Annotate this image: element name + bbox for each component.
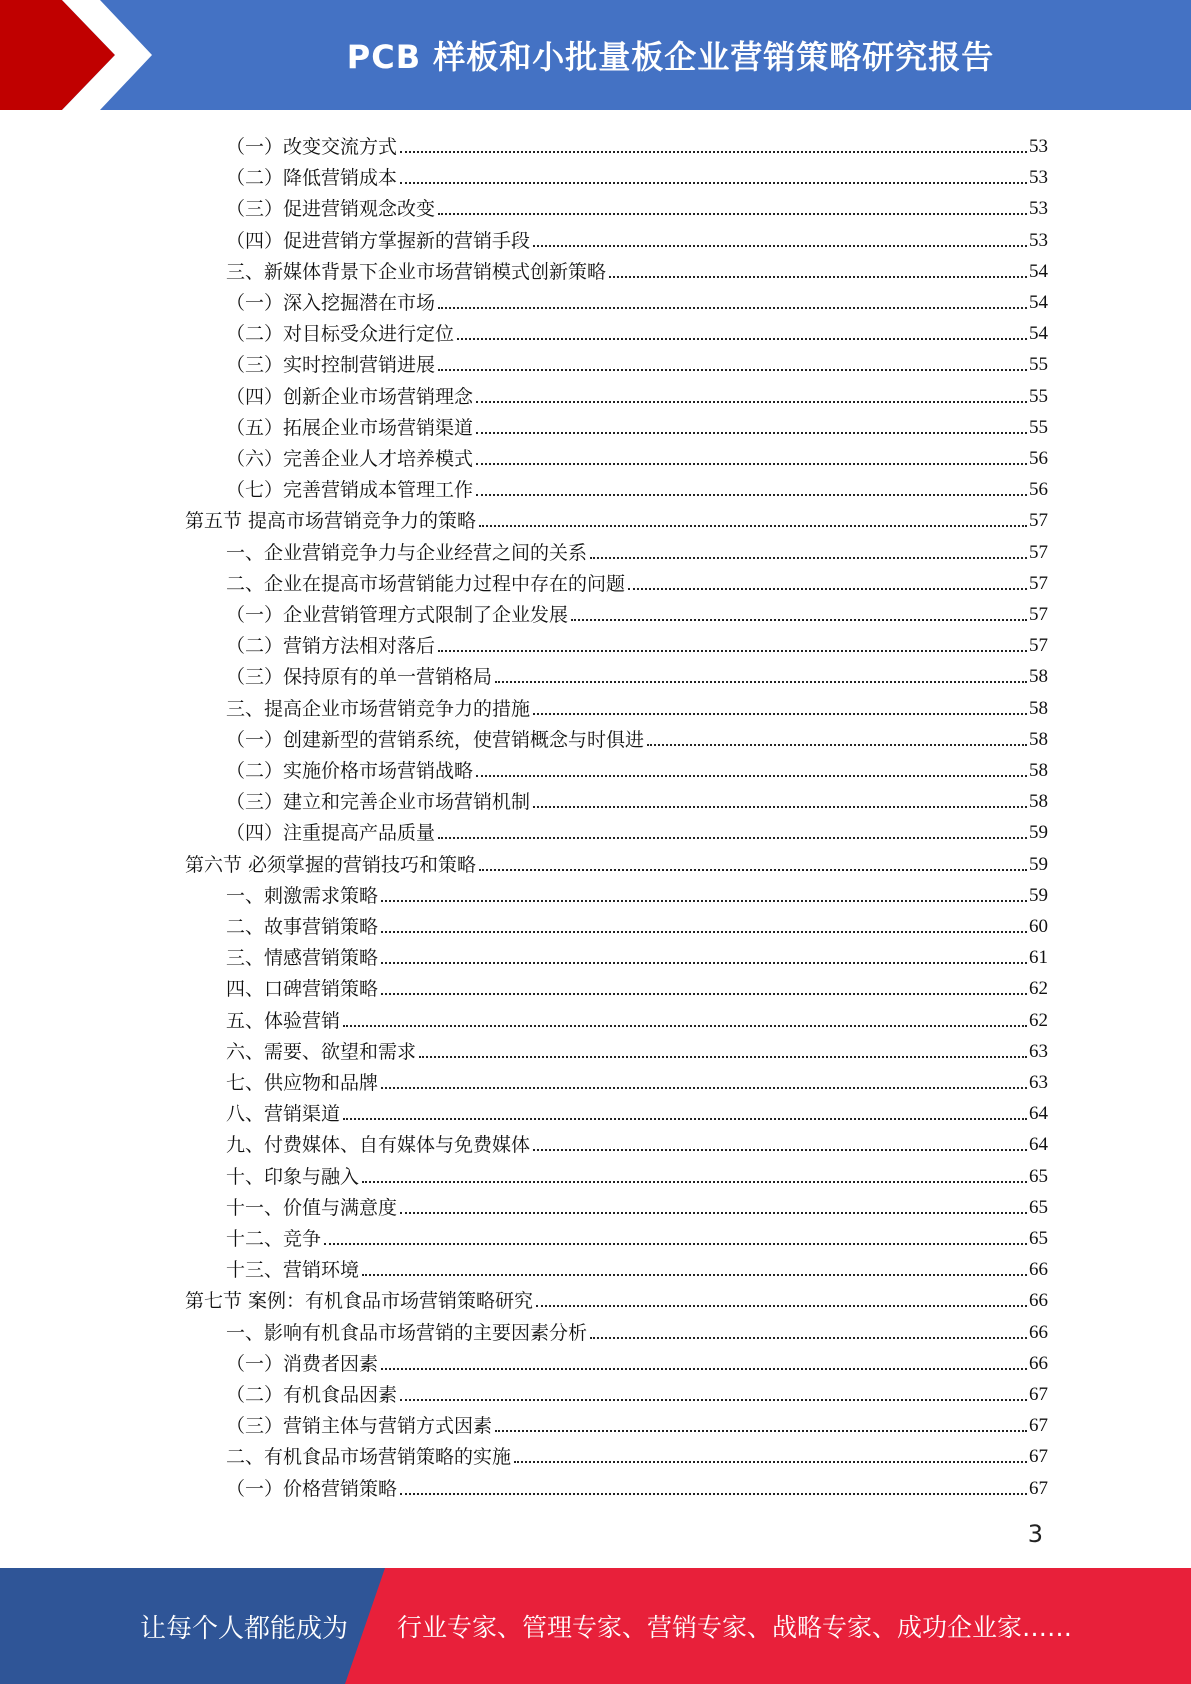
toc-entry-title: 第五节 提高市场营销竞争力的策略 xyxy=(185,510,477,533)
toc-entry xyxy=(226,1250,1048,1281)
toc-entry xyxy=(226,533,1048,564)
toc-entry xyxy=(226,1125,1048,1156)
toc-entry xyxy=(226,158,1048,189)
toc-entry-title: （三）实时控制营销进展 xyxy=(226,354,436,377)
header-band xyxy=(0,0,1191,110)
toc-dot-leader xyxy=(438,307,1027,309)
toc-entry-title: （二）对目标受众进行定位 xyxy=(226,323,455,346)
toc-entry xyxy=(226,1469,1048,1500)
toc-entry-title: 第六节 必须掌握的营销技巧和策略 xyxy=(185,853,477,876)
toc-dot-leader xyxy=(400,1212,1027,1214)
toc-dot-leader xyxy=(533,713,1027,715)
toc-entry-page: 59 xyxy=(1029,853,1048,875)
toc-entry xyxy=(226,439,1048,470)
toc-dot-leader xyxy=(609,276,1027,278)
toc-dot-leader xyxy=(533,245,1027,247)
toc-entry-page: 56 xyxy=(1029,448,1048,469)
toc-entry-page: 66 xyxy=(1029,1352,1048,1374)
toc-dot-leader xyxy=(457,338,1027,340)
toc-entry-page: 67 xyxy=(1029,1446,1048,1468)
toc-entry-page: 58 xyxy=(1029,728,1048,750)
toc-entry-title: 二、企业在提高市场营销能力过程中存在的问题 xyxy=(226,572,626,595)
toc-entry-page: 54 xyxy=(1029,260,1048,282)
toc-entry-page: 67 xyxy=(1029,1477,1048,1499)
toc-entry xyxy=(226,408,1048,439)
toc-dot-leader xyxy=(400,182,1027,184)
toc-entry-page: 53 xyxy=(1029,136,1048,157)
toc-entry-title: （二）营销方法相对落后 xyxy=(226,635,436,658)
toc-entry-title: （一）改变交流方式 xyxy=(226,136,398,158)
toc-entry-page: 62 xyxy=(1029,1009,1048,1031)
toc-entry-title: （二）降低营销成本 xyxy=(226,167,398,190)
toc-entry-title: 二、有机食品市场营销策略的实施 xyxy=(226,1446,512,1469)
toc-entry xyxy=(226,1344,1048,1375)
toc-dot-leader xyxy=(647,744,1027,746)
toc-entry-page: 63 xyxy=(1029,1072,1048,1093)
toc-entry-page: 56 xyxy=(1029,479,1048,501)
toc-entry-title: 二、故事营销策略 xyxy=(226,916,379,938)
toc-entry-page: 57 xyxy=(1029,572,1048,594)
toc-entry xyxy=(226,377,1048,408)
toc-entry xyxy=(226,1032,1048,1063)
toc-entry-title: （一）深入挖掘潜在市场 xyxy=(226,292,436,314)
toc-entry-page: 53 xyxy=(1029,167,1048,189)
footer-band xyxy=(0,1568,1191,1684)
toc-entry-title: （三）保持原有的单一营销格局 xyxy=(226,666,493,689)
toc-entry-page: 65 xyxy=(1029,1228,1048,1249)
toc-dot-leader xyxy=(533,806,1027,808)
toc-entry xyxy=(226,1437,1048,1468)
toc-entry xyxy=(226,689,1048,720)
toc-entry-title: 五、体验营销 xyxy=(226,1009,341,1032)
toc-entry xyxy=(226,1188,1048,1219)
toc-entry-title: （二）有机食品因素 xyxy=(226,1384,398,1406)
toc-entry xyxy=(226,252,1048,283)
toc-dot-leader xyxy=(324,1243,1027,1245)
toc-entry-page: 57 xyxy=(1029,510,1048,532)
toc-entry-title: 三、情感营销策略 xyxy=(226,947,379,970)
toc-entry-title: （三）建立和完善企业市场营销机制 xyxy=(226,791,531,814)
toc-entry-title: 一、影响有机食品市场营销的主要因素分析 xyxy=(226,1321,588,1344)
toc-dot-leader xyxy=(438,213,1027,215)
toc-entry-title: （四）促进营销方掌握新的营销手段 xyxy=(226,229,531,252)
toc-entry-title: （六）完善企业人才培养模式 xyxy=(226,448,474,470)
footer-slogan-right: 行业专家、管理专家、营销专家、战略专家、成功企业家…… xyxy=(397,1613,1073,1642)
toc-entry xyxy=(226,221,1048,252)
toc-entry-title: 七、供应物和品牌 xyxy=(226,1072,379,1094)
toc-dot-leader xyxy=(381,931,1027,933)
toc-entry-page: 65 xyxy=(1029,1165,1048,1187)
toc-dot-leader xyxy=(476,494,1027,496)
toc-entry xyxy=(226,470,1048,501)
toc-entry-title: 三、新媒体背景下企业市场营销模式创新策略 xyxy=(226,260,607,283)
page-number: 3 xyxy=(1027,1520,1043,1548)
toc-entry-title: 四、口碑营销策略 xyxy=(226,978,379,1001)
toc-entry xyxy=(226,127,1048,158)
toc-entry-page: 66 xyxy=(1029,1321,1048,1343)
toc-entry-page: 59 xyxy=(1029,822,1048,844)
toc-entry xyxy=(226,564,1048,595)
toc-entry-title: （一）创建新型的营销系统，使营销概念与时俱进 xyxy=(226,728,645,751)
toc-dot-leader xyxy=(590,1337,1027,1339)
toc-entry xyxy=(226,189,1048,220)
toc-entry-title: （三）营销主体与营销方式因素 xyxy=(226,1415,493,1438)
toc-entry-page: 54 xyxy=(1029,292,1048,313)
toc-entry-title: 十二、竞争 xyxy=(226,1228,322,1250)
toc-dot-leader xyxy=(479,525,1027,527)
toc-dot-leader xyxy=(476,775,1027,777)
toc-entry xyxy=(226,314,1048,345)
toc-entry-page: 57 xyxy=(1029,635,1048,657)
toc-entry-title: （五）拓展企业市场营销渠道 xyxy=(226,416,474,439)
toc-dot-leader xyxy=(438,650,1027,652)
toc-dot-leader xyxy=(343,1025,1027,1027)
toc-entry xyxy=(185,1281,1048,1312)
toc-entry xyxy=(226,345,1048,376)
toc-entry-title: （一）消费者因素 xyxy=(226,1352,379,1375)
toc-entry-page: 62 xyxy=(1029,978,1048,1000)
toc-dot-leader xyxy=(536,1305,1027,1307)
toc-dot-leader xyxy=(476,432,1027,434)
toc-entry-page: 58 xyxy=(1029,697,1048,719)
toc-entry-page: 58 xyxy=(1029,666,1048,688)
toc-entry-page: 53 xyxy=(1029,198,1048,220)
report-title: PCB 样板和小批量板企业营销策略研究报告 xyxy=(346,38,995,76)
toc-dot-leader xyxy=(438,837,1027,839)
toc-entry-page: 61 xyxy=(1029,947,1048,969)
toc-entry-title: 十一、价值与满意度 xyxy=(226,1196,398,1219)
toc-dot-leader xyxy=(400,1399,1027,1401)
toc-dot-leader xyxy=(438,369,1027,371)
toc-dot-leader xyxy=(381,993,1027,995)
toc-dot-leader xyxy=(495,1430,1027,1432)
toc-entry-title: 九、付费媒体、自有媒体与免费媒体 xyxy=(226,1134,531,1157)
toc-entry xyxy=(226,283,1048,314)
toc-entry-page: 60 xyxy=(1029,916,1048,937)
toc-dot-leader xyxy=(343,1118,1027,1120)
toc-entry xyxy=(185,845,1048,876)
toc-dot-leader xyxy=(381,1368,1027,1370)
footer-slogan-left: 让每个人都能成为 xyxy=(140,1613,349,1644)
toc-entry xyxy=(226,1406,1048,1437)
toc-dot-leader xyxy=(419,1056,1027,1058)
toc-entry xyxy=(226,626,1048,657)
toc-entry-page: 64 xyxy=(1029,1103,1048,1125)
toc-entry-page: 53 xyxy=(1029,229,1048,251)
toc-entry-page: 55 xyxy=(1029,354,1048,376)
toc-entry xyxy=(226,1313,1048,1344)
toc-dot-leader xyxy=(362,1181,1027,1183)
toc-entry-title: （四）创新企业市场营销理念 xyxy=(226,385,474,408)
toc-dot-leader xyxy=(628,588,1027,590)
toc-entry-title: 一、刺激需求策略 xyxy=(226,884,379,907)
toc-entry-page: 58 xyxy=(1029,791,1048,813)
toc-entry-title: （四）注重提高产品质量 xyxy=(226,822,436,845)
toc-entry-page: 66 xyxy=(1029,1259,1048,1281)
toc-entry xyxy=(226,751,1048,782)
toc-dot-leader xyxy=(400,151,1027,153)
toc-entry-page: 55 xyxy=(1029,416,1048,438)
toc-dot-leader xyxy=(381,962,1027,964)
header-arrow-decoration xyxy=(0,0,160,110)
toc-entry xyxy=(226,1375,1048,1406)
toc-entry-title: （二）实施价格市场营销战略 xyxy=(226,760,474,782)
toc-entry-page: 65 xyxy=(1029,1196,1048,1218)
toc-entry-title: 一、企业营销竞争力与企业经营之间的关系 xyxy=(226,541,588,564)
toc-entry xyxy=(226,782,1048,813)
toc-entry-page: 67 xyxy=(1029,1384,1048,1405)
toc-entry xyxy=(226,938,1048,969)
toc-entry-title: （一）价格营销策略 xyxy=(226,1477,398,1500)
toc-dot-leader xyxy=(495,681,1027,683)
toc-dot-leader xyxy=(514,1461,1027,1463)
toc-entry-page: 67 xyxy=(1029,1415,1048,1437)
toc-entry-title: 八、营销渠道 xyxy=(226,1103,341,1126)
toc-entry-page: 57 xyxy=(1029,541,1048,563)
toc-dot-leader xyxy=(400,1493,1027,1495)
toc-dot-leader xyxy=(362,1274,1027,1276)
toc-dot-leader xyxy=(571,619,1027,621)
toc-entry-page: 54 xyxy=(1029,323,1048,345)
toc-entry xyxy=(226,876,1048,907)
toc-entry xyxy=(226,907,1048,938)
toc-entry-page: 66 xyxy=(1029,1290,1048,1312)
toc-entry xyxy=(226,813,1048,844)
toc-entry-title: 十三、营销环境 xyxy=(226,1259,360,1282)
toc-entry xyxy=(226,1001,1048,1032)
toc-entry xyxy=(226,657,1048,688)
toc-entry-title: （三）促进营销观念改变 xyxy=(226,198,436,221)
toc-entry xyxy=(226,969,1048,1000)
toc-entry-title: 第七节 案例：有机食品市场营销策略研究 xyxy=(185,1290,534,1313)
toc-entry xyxy=(226,1219,1048,1250)
toc-entry xyxy=(226,1094,1048,1125)
toc-dot-leader xyxy=(381,900,1027,902)
toc-entry xyxy=(226,1157,1048,1188)
toc-dot-leader xyxy=(476,463,1027,465)
toc-dot-leader xyxy=(533,1149,1027,1151)
toc-entry-page: 57 xyxy=(1029,604,1048,625)
toc-entry-title: （七）完善营销成本管理工作 xyxy=(226,479,474,502)
toc-entry-title: 三、提高企业市场营销竞争力的措施 xyxy=(226,697,531,720)
toc-entry-title: （一）企业营销管理方式限制了企业发展 xyxy=(226,604,569,626)
toc-entry-page: 64 xyxy=(1029,1134,1048,1156)
toc-entry xyxy=(226,720,1048,751)
toc-dot-leader xyxy=(381,1087,1027,1089)
toc-entry xyxy=(185,501,1048,532)
toc-entry-page: 59 xyxy=(1029,884,1048,906)
toc-dot-leader xyxy=(479,869,1027,871)
toc-entry-page: 55 xyxy=(1029,385,1048,407)
toc-dot-leader xyxy=(476,401,1027,403)
toc-entry xyxy=(226,595,1048,626)
toc-entry-page: 63 xyxy=(1029,1040,1048,1062)
toc-dot-leader xyxy=(590,557,1027,559)
toc-entry-title: 六、需要、欲望和需求 xyxy=(226,1040,417,1063)
toc-entry-page: 58 xyxy=(1029,760,1048,781)
toc-entry-title: 十、印象与融入 xyxy=(226,1165,360,1188)
toc-entry xyxy=(226,1063,1048,1094)
